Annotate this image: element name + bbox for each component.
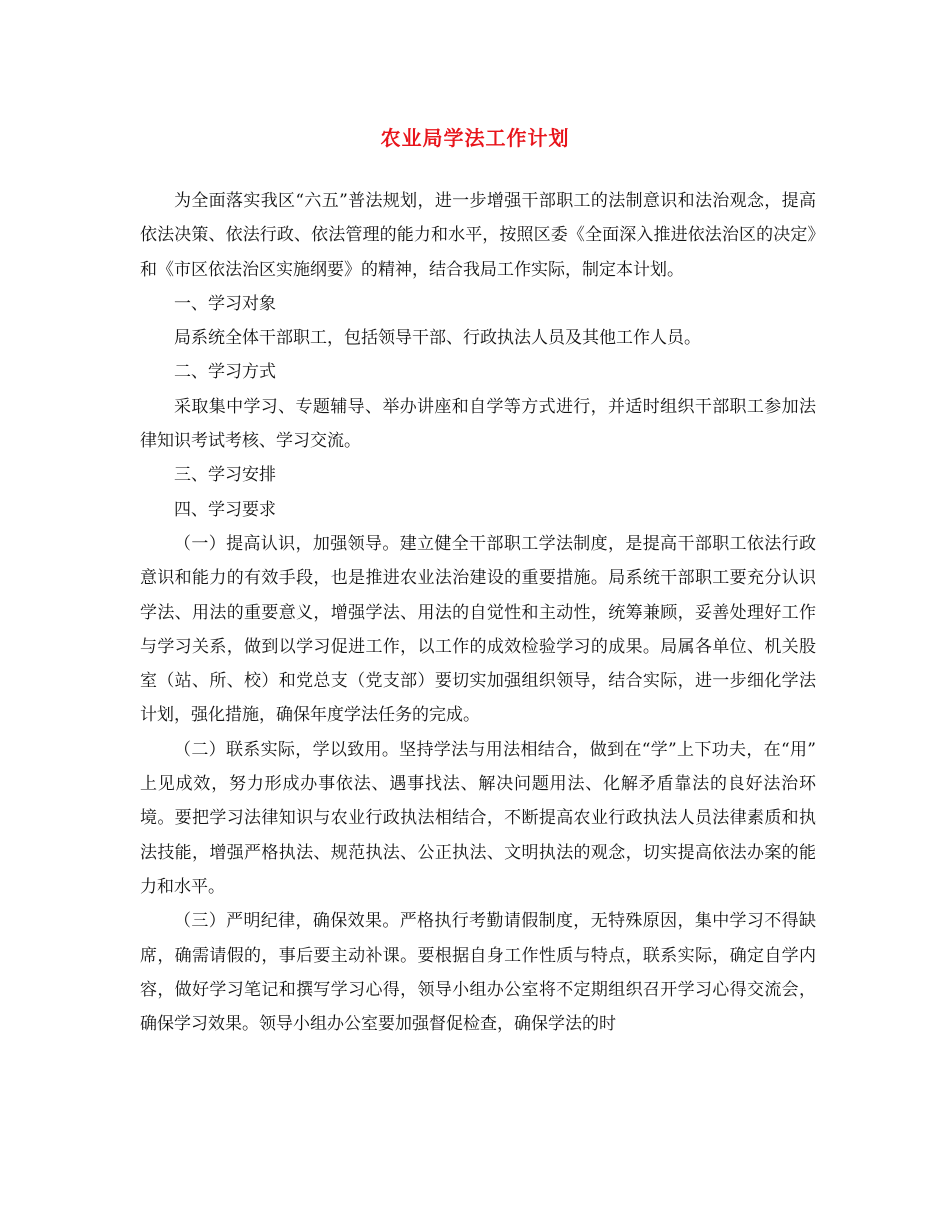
requirement-paragraph-1: （一）提高认识，加强领导。建立健全干部职工学法制度，是提高干部职工依法行政意识和能力的有效手段，也是推进农业法治建设的重要措施。局系统干部职工要充分认识学法、用法的重要意义，增强学法、用法的自觉性和主动性，统筹兼顾，妥善处理好工作与学习关系，做到以学习促进工作，以工作的成效检验学习的成果。局属各单位、机关股室（站、所、校）和党总支（党支部）要切实加强组织领导，结合实际，进一步细化学法计划，强化措施，确保年度学法任务的完成。 <box>140 533 816 726</box>
intro-paragraph: 为全面落实我区“六五”普法规划，进一步增强干部职工的法制意识和法治观念，提高依法决策、依法行政、依法管理的能力和水平，按照区委《全面深入推进依法治区的决定》和《市区依法治区实施纲要》的精神，结合我局工作实际，制定本计划。 <box>140 191 816 280</box>
section-text-1: 局系统全体干部职工，包括领导干部、行政执法人员及其他工作人员。 <box>174 328 701 349</box>
document-body <box>140 184 816 1041</box>
section-heading-1: 一、学习对象 <box>174 293 276 314</box>
requirement-paragraph-2: （二）联系实际，学以致用。坚持学法与用法相结合，做到在“学”上下功夫，在“用” 上见成效，努力形成办事依法、遇事找法、解决问题用法、化解矛盾靠法的良好法治环境。要把学习法律知识与农业行政执法相结合，不断提高农业行政执法人员法律素质和执法技能，增强严格执法、规范执法、公正执法、文明执法的观念，切实提高依法办案的能力和水平。 <box>140 739 816 897</box>
section-heading-3: 三、学习安排 <box>174 465 276 486</box>
document-title: 农业局学法工作计划 <box>380 126 570 150</box>
requirement-paragraph-3: （三）严明纪律，确保效果。严格执行考勤请假制度，无特殊原因，集中学习不得缺席，确需请假的，事后要主动补课。要根据自身工作性质与特点，联系实际，确定自学内容，做好学习笔记和撰写学习心得，领导小组办公室将不定期组织召开学习心得交流会，确保学习效果。领导小组办公室要加强督促检查，确保学法的时 <box>140 911 816 1035</box>
section-text-2: 采取集中学习、专题辅导、举办讲座和自学等方式进行，并适时组织干部职工参加法律知识考试考核、学习交流。 <box>140 396 816 452</box>
section-heading-4: 四、学习要求 <box>174 499 276 520</box>
section-heading-2: 二、学习方式 <box>174 362 276 383</box>
